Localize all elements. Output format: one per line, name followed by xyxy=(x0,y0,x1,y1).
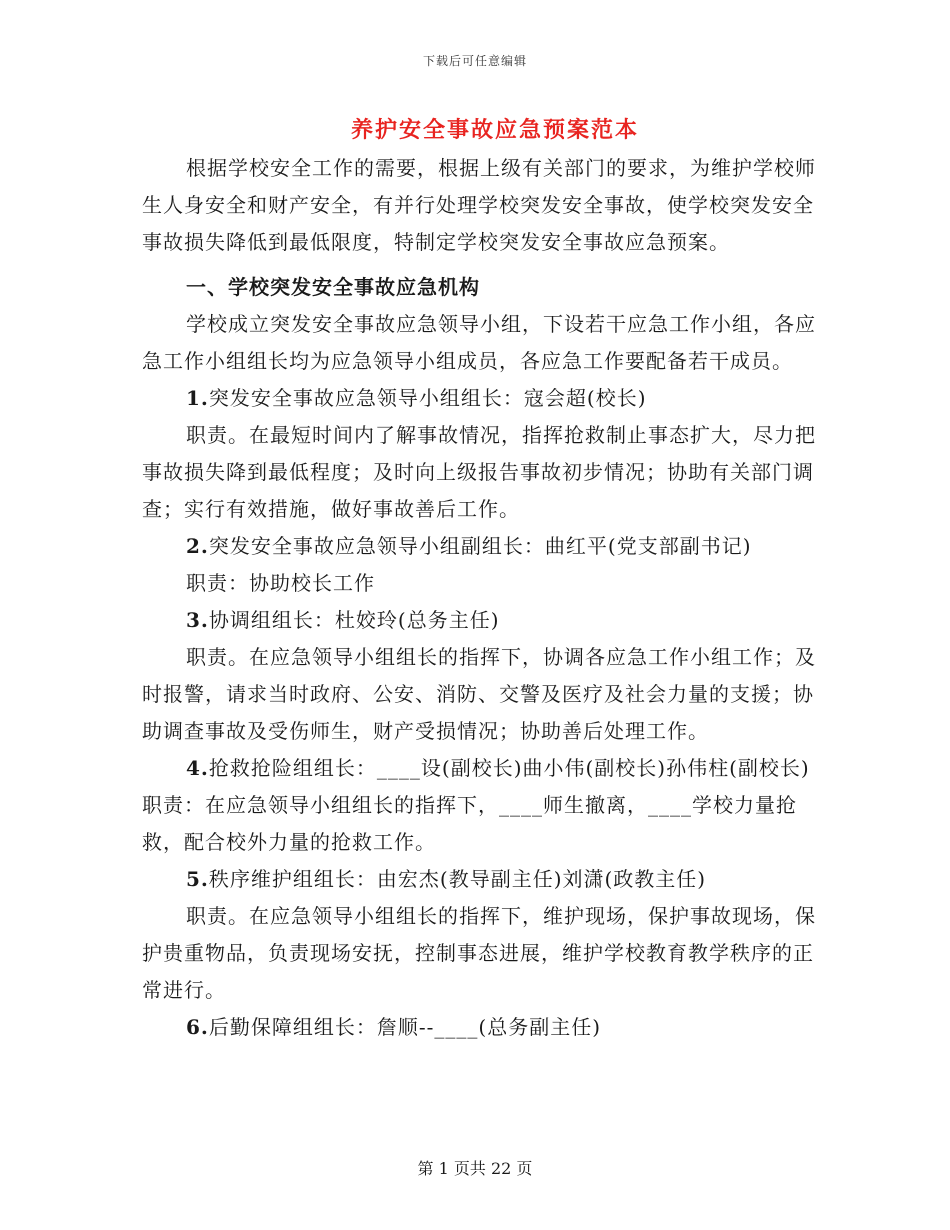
list-item-text: 秩序维护组组长：由宏杰(教导副主任)刘潇(政教主任) xyxy=(208,867,707,891)
list-item-text: 突发安全事故应急领导小组组长：寇会超(校长) xyxy=(208,386,647,410)
list-item-2 xyxy=(142,528,822,565)
section-heading: 一、学校突发安全事故应急机构 xyxy=(186,275,480,299)
document-body xyxy=(142,150,822,1046)
duty-paragraph-5: 职责。在应急领导小组组长的指挥下，维护现场，保护事故现场，保护贵重物品，负责现场安抚，控制事态进展，维护学校教育教学秩序的正常进行。 xyxy=(142,904,816,1002)
list-item-6 xyxy=(142,1009,822,1046)
duty-paragraph-3: 职责。在应急领导小组组长的指挥下，协调各应急工作小组工作；及时报警，请求当时政府、公安、消防、交警及医疗及社会力量的支援；协助调查事故及受伤师生，财产受损情况；协助善后处理工作。 xyxy=(142,645,816,743)
list-item-text: 协调组组长：杜姣玲(总务主任) xyxy=(208,608,500,632)
duty-paragraph-2: 职责：协助校长工作 xyxy=(186,571,375,595)
list-number: 2. xyxy=(186,534,209,558)
page-footer: 第 1 页共 22 页 xyxy=(417,1159,533,1178)
list-item-1 xyxy=(142,380,822,417)
list-number: 4. xyxy=(186,756,209,780)
list-number: 6. xyxy=(186,1015,209,1039)
intro-paragraph: 根据学校安全工作的需要，根据上级有关部门的要求，为维护学校师生人身安全和财产安全，有并行处理学校突发安全事故，使学校突发安全事故损失降低到最低限度，特制定学校突发安全事故应急预案。 xyxy=(142,156,816,254)
list-item-text: 抢救抢险组组长：____设(副校长)曲小伟(副校长)孙伟柱(副校长)职责：在应急领导小组组长的指挥下，____师生撤离，____学校力量抢救，配合校外力量的抢救工作。 xyxy=(142,756,810,854)
header-note: 下载后可任意编辑 xyxy=(422,54,527,68)
list-number: 1. xyxy=(186,386,209,410)
list-item-text: 后勤保障组组长：詹顺--____(总务副主任) xyxy=(208,1015,602,1039)
list-item-4 xyxy=(142,750,822,861)
list-item-text: 突发安全事故应急领导小组副组长：曲红平(党支部副书记) xyxy=(208,534,752,558)
list-item-5 xyxy=(142,861,822,898)
list-item-3 xyxy=(142,602,822,639)
list-number: 3. xyxy=(186,608,209,632)
section-body-paragraph: 学校成立突发安全事故应急领导小组，下设若干应急工作小组，各应急工作小组组长均为应急领导小组成员，各应急工作要配备若干成员。 xyxy=(142,312,816,373)
duty-paragraph-1: 职责。在最短时间内了解事故情况，指挥抢救制止事态扩大，尽力把事故损失降到最低程度；及时向上级报告事故初步情况；协助有关部门调查；实行有效措施，做好事故善后工作。 xyxy=(142,423,816,521)
document-title: 养护安全事故应急预案范本 xyxy=(350,117,639,143)
list-number: 5. xyxy=(186,867,209,891)
